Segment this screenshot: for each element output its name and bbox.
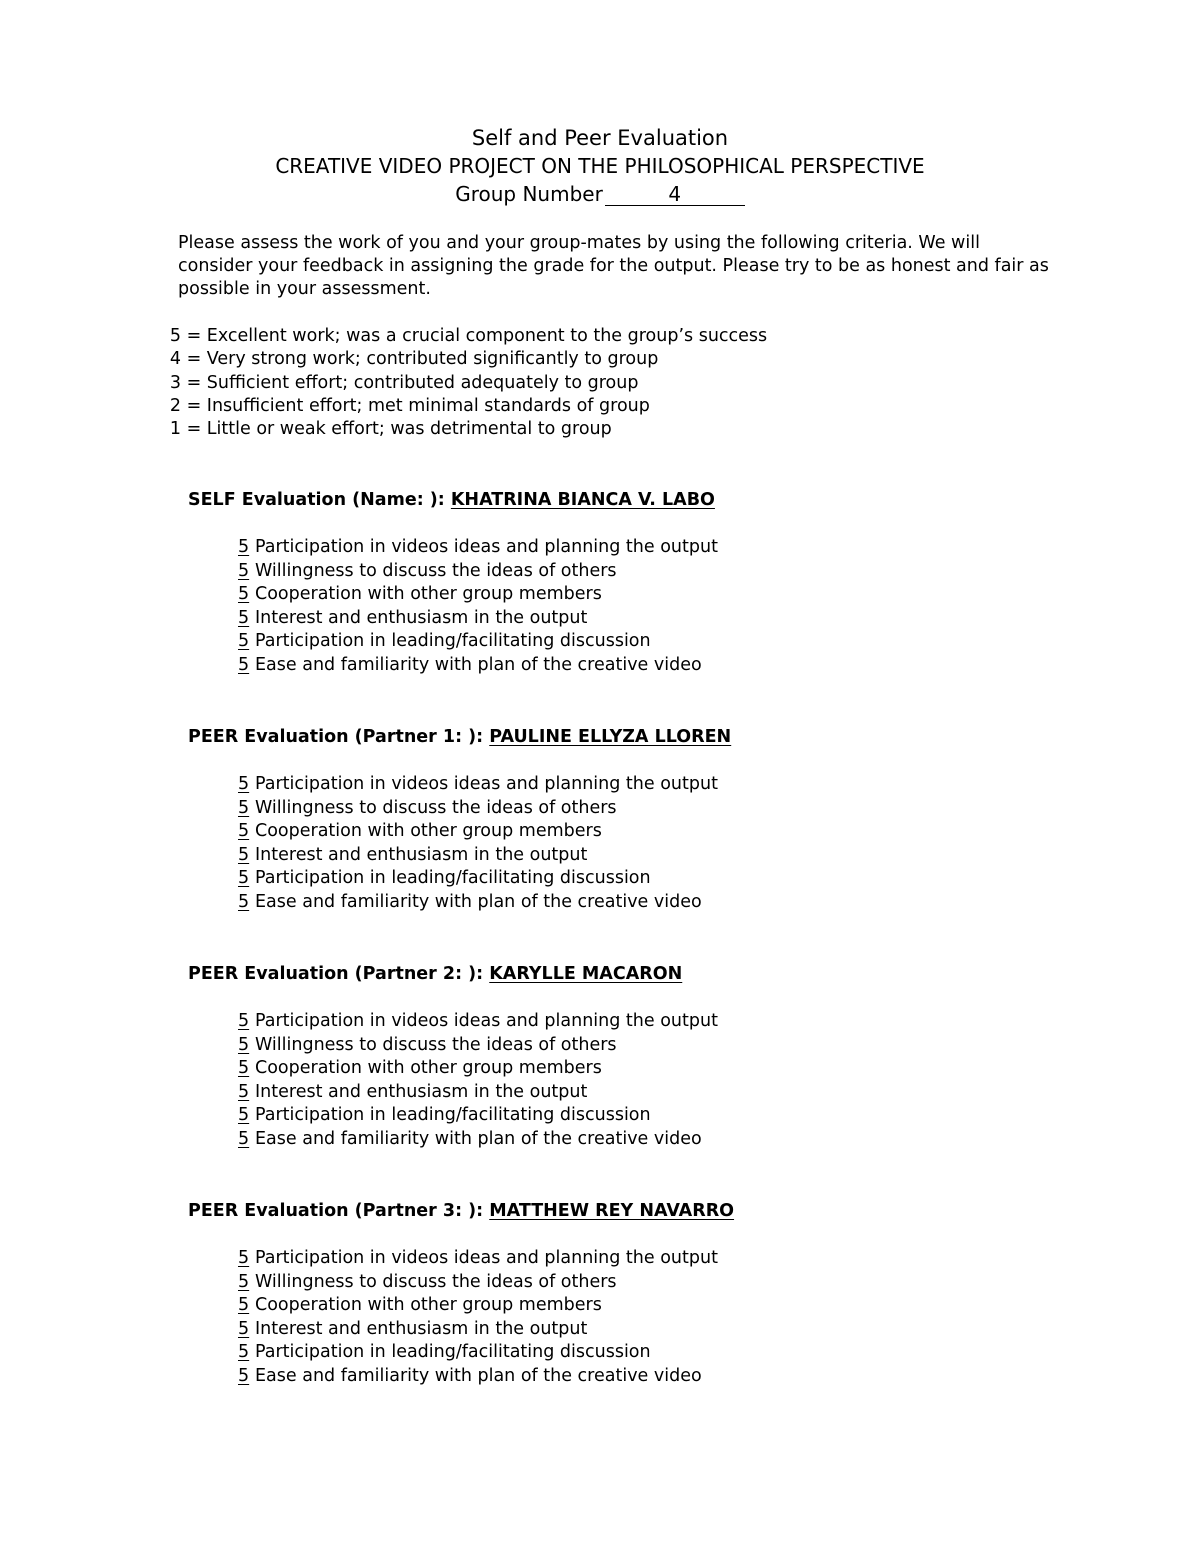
criteria-text: Cooperation with other group members [255,821,602,842]
criteria-item [238,1365,734,1389]
instructions [178,232,1058,301]
criteria-score: 5 [238,1365,250,1386]
criteria-score: 5 [238,584,250,605]
criteria-text: Interest and enthusiasm in the output [255,607,588,628]
criteria-score: 5 [238,1318,250,1339]
criteria-score: 5 [238,1271,250,1292]
section-label: SELF Evaluation (Name: ): [188,490,451,510]
criteria-item [238,1341,734,1365]
criteria-item [238,654,718,678]
scale-number: 4 [169,349,181,370]
criteria-text: Interest and enthusiasm in the output [255,844,588,865]
scale-text: = Little or weak effort; was detrimental to group [186,419,612,440]
section-heading [188,1199,734,1223]
criteria-item [238,1247,734,1271]
criteria-item [238,797,731,821]
rating-scale [168,325,767,441]
criteria-score: 5 [238,1105,250,1126]
scale-item [168,348,767,371]
scale-item [168,372,767,395]
criteria-score: 5 [238,1295,250,1316]
criteria-score: 5 [238,1128,250,1149]
section-label: PEER Evaluation (Partner 3: ): [188,1201,490,1221]
group-number-label: Group Number [455,182,603,206]
evaluated-name: KHATRINA BIANCA V. LABO [450,490,715,510]
criteria-score: 5 [238,1081,250,1102]
instructions-text: Please assess the work of you and your group-mates by using the following criteria. We will consider your feedback in assigning the grade for the output. Please try to be as honest and fair as possible in your assessment. [178,233,1049,299]
scale-text: = Very strong work; contributed significantly to group [186,349,659,370]
criteria-item [238,1318,734,1342]
scale-text: = Sufficient effort; contributed adequately to group [186,372,639,393]
criteria-text: Cooperation with other group members [255,1295,602,1316]
criteria-item [238,1081,718,1105]
criteria-text: Interest and enthusiasm in the output [255,1318,588,1339]
scale-item [168,395,767,418]
scale-text: = Insufficient effort; met minimal standards of group [186,395,650,416]
criteria-list [238,536,718,678]
criteria-item [238,844,731,868]
criteria-text: Participation in videos ideas and planning the output [255,537,718,557]
criteria-score: 5 [238,1011,250,1031]
criteria-score: 5 [238,844,250,865]
evaluated-name: PAULINE ELLYZA LLOREN [489,727,732,747]
scale-text: = Excellent work; was a crucial component to the group’s success [186,326,768,346]
criteria-item [238,583,718,607]
criteria-score: 5 [238,631,250,652]
criteria-score: 5 [238,1248,250,1268]
criteria-list [238,1010,718,1152]
criteria-text: Ease and familiarity with plan of the creative video [255,654,702,675]
criteria-item [238,820,731,844]
scale-number: 1 [169,419,181,440]
section-label: PEER Evaluation (Partner 1: ): [188,727,490,747]
criteria-score: 5 [238,797,250,818]
criteria-item [238,1057,718,1081]
page-subtitle: CREATIVE VIDEO PROJECT ON THE PHILOSOPHICAL PERSPECTIVE [275,154,925,178]
criteria-text: Cooperation with other group members [255,584,602,605]
criteria-text: Participation in videos ideas and planning the output [255,1248,718,1268]
criteria-text: Ease and familiarity with plan of the creative video [255,1365,702,1386]
scale-number: 3 [169,372,181,393]
criteria-text: Participation in leading/facilitating discussion [255,868,651,889]
criteria-item [238,1294,734,1318]
criteria-list [238,773,731,915]
criteria-item [238,560,718,584]
document-header [0,124,1200,208]
section-heading [188,488,718,512]
criteria-score: 5 [238,1058,250,1079]
criteria-item [238,536,718,560]
page-title: Self and Peer Evaluation [471,126,729,150]
criteria-item [238,1010,718,1034]
criteria-text: Willingness to discuss the ideas of others [255,797,617,818]
criteria-text: Ease and familiarity with plan of the creative video [255,891,702,912]
criteria-score: 5 [238,821,250,842]
section-heading [188,725,731,749]
criteria-item [238,1271,734,1295]
criteria-score: 5 [238,560,250,581]
criteria-text: Willingness to discuss the ideas of others [255,560,617,581]
scale-number: 5 [169,326,181,346]
criteria-score: 5 [238,1034,250,1055]
section-heading [188,962,718,986]
criteria-text: Willingness to discuss the ideas of others [255,1034,617,1055]
scale-number: 2 [169,395,181,416]
self-evaluation-section [188,488,718,678]
criteria-text: Willingness to discuss the ideas of others [255,1271,617,1292]
criteria-score: 5 [238,654,250,675]
group-number-line [0,180,1200,208]
criteria-item [238,891,731,915]
scale-item [168,325,767,348]
criteria-text: Participation in videos ideas and planning the output [255,774,718,794]
criteria-text: Ease and familiarity with plan of the creative video [255,1128,702,1149]
criteria-score: 5 [238,868,250,889]
criteria-item [238,630,718,654]
criteria-text: Participation in videos ideas and planning the output [255,1011,718,1031]
criteria-item [238,607,718,631]
scale-item [168,418,767,441]
criteria-item [238,1128,718,1152]
criteria-item [238,1034,718,1058]
criteria-item [238,1104,718,1128]
criteria-score: 5 [238,774,250,794]
peer-evaluation-section-1 [188,725,731,915]
criteria-list [238,1247,734,1389]
criteria-score: 5 [238,1342,250,1363]
peer-evaluation-section-3 [188,1199,734,1389]
criteria-text: Participation in leading/facilitating discussion [255,1105,651,1126]
section-label: PEER Evaluation (Partner 2: ): [188,964,490,984]
criteria-text: Participation in leading/facilitating discussion [255,631,651,652]
criteria-score: 5 [238,607,250,628]
evaluated-name: MATTHEW REY NAVARRO [489,1201,735,1221]
criteria-score: 5 [238,537,250,557]
criteria-text: Interest and enthusiasm in the output [255,1081,588,1102]
peer-evaluation-section-2 [188,962,718,1152]
evaluated-name: KARYLLE MACARON [489,964,683,984]
criteria-score: 5 [238,891,250,912]
criteria-item [238,773,731,797]
group-number-value: 4 [605,183,745,206]
criteria-text: Cooperation with other group members [255,1058,602,1079]
criteria-text: Participation in leading/facilitating discussion [255,1342,651,1363]
criteria-item [238,867,731,891]
